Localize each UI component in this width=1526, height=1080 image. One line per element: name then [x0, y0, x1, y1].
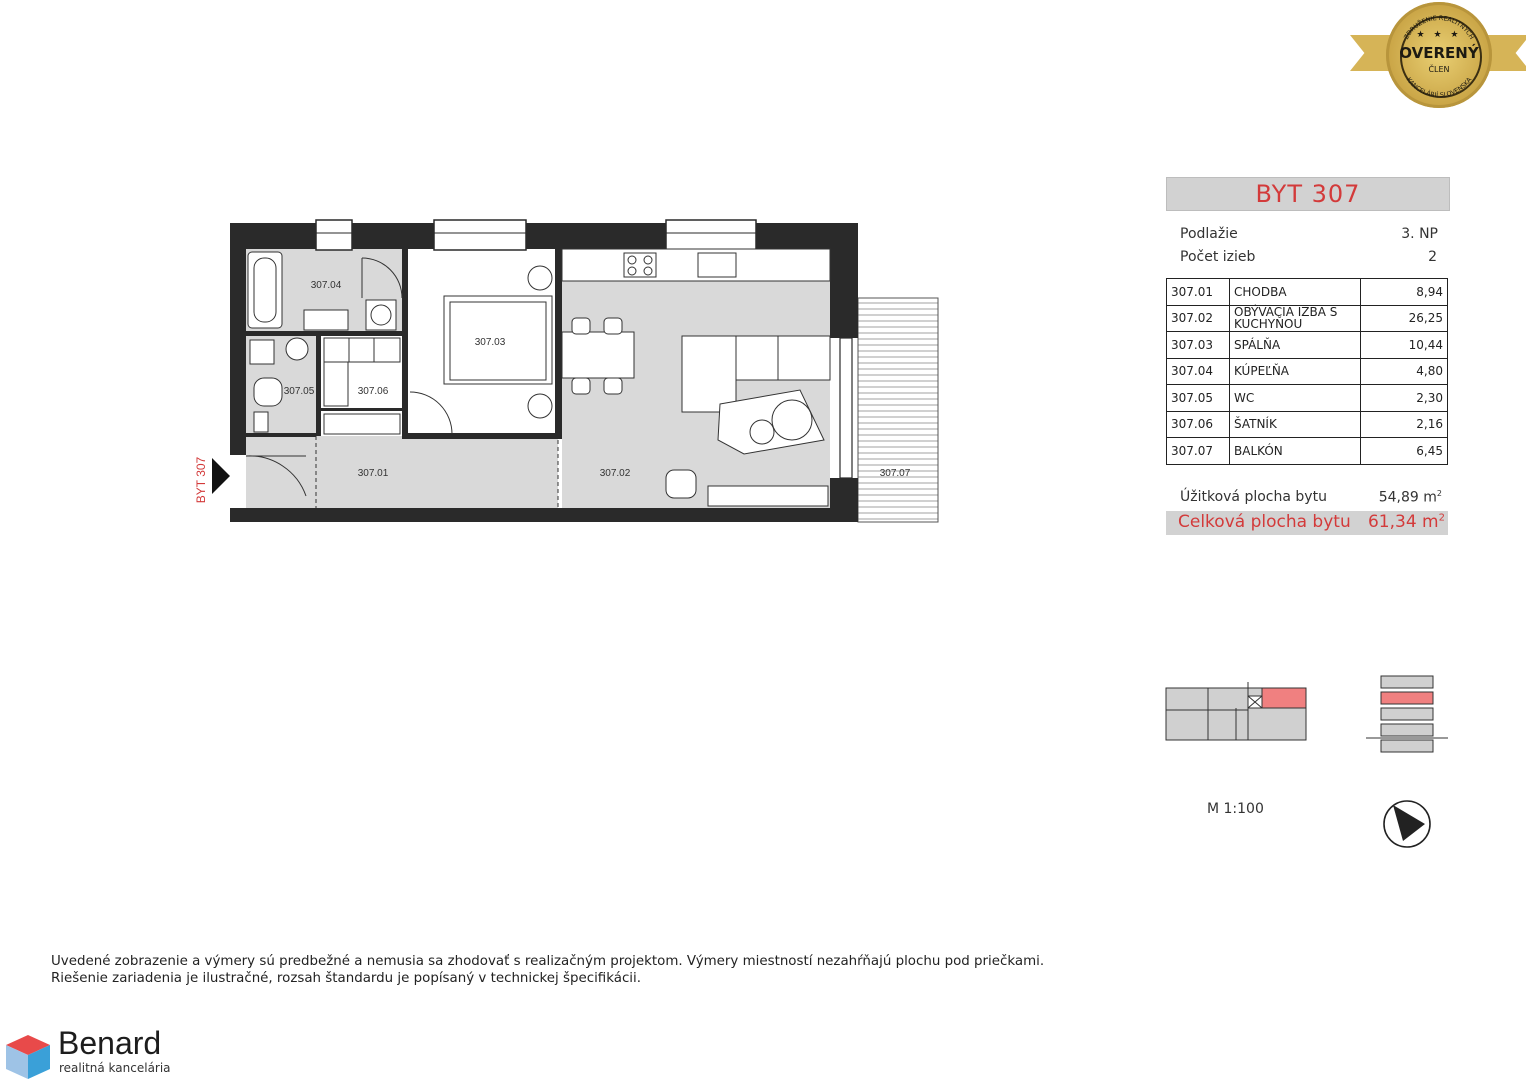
room-row [1167, 358, 1448, 385]
room-area: 2,30 [1361, 385, 1448, 412]
room-row [1167, 305, 1448, 332]
wall-wardrobe-bottom [320, 408, 404, 411]
floor-stack-1 [1381, 740, 1433, 752]
wall-wc-right [316, 336, 321, 436]
rooms-table [1166, 278, 1448, 465]
wall-bath-bottom [246, 331, 404, 336]
outer-wall-right [830, 223, 858, 338]
room-row [1167, 332, 1448, 359]
wall-bed-bottom [402, 433, 562, 439]
room-area: 26,25 [1361, 305, 1448, 332]
room-row [1167, 385, 1448, 412]
window-2 [434, 220, 526, 250]
floor-stack-2 [1381, 724, 1433, 736]
room-name: ŠATNÍK [1230, 411, 1361, 438]
company-logo [0, 1025, 200, 1080]
floor-label: Podlažie [1180, 226, 1238, 242]
room-name: SPÁLŇA [1230, 332, 1361, 359]
shoe-rack [324, 414, 400, 434]
wardrobe-rack [324, 362, 348, 406]
room-name: WC [1230, 385, 1361, 412]
floor-plan [180, 210, 950, 530]
wc-sink [286, 338, 308, 360]
disclaimer [51, 953, 1044, 987]
wall-wc-bottom [246, 433, 316, 437]
label-307-07: 307.07 [879, 468, 911, 479]
label-307-05: 307.05 [283, 386, 315, 397]
wall-bed-right [555, 249, 562, 439]
floor-value: 3. NP [1401, 226, 1438, 242]
hallway-floor [246, 436, 558, 508]
room-id: 307.06 [1167, 411, 1230, 438]
shower-corner [250, 340, 274, 364]
rooms-count-label: Počet izieb [1180, 249, 1256, 265]
room-id: 307.07 [1167, 438, 1230, 465]
room-id: 307.01 [1167, 279, 1230, 306]
balcony-area [858, 298, 938, 522]
logo-tagline: realitná kancelária [59, 1061, 171, 1075]
sink [698, 253, 736, 277]
nightstand-lamp-1 [528, 266, 552, 290]
usable-area-label: Úžitková plocha bytu [1180, 489, 1327, 505]
room-name: BALKÓN [1230, 438, 1361, 465]
toilet [254, 378, 282, 406]
room-row [1167, 411, 1448, 438]
tv-console [708, 486, 828, 506]
label-307-01: 307.01 [357, 468, 389, 479]
svg-text:ZDRUŽENIE REALITNÝCH: ZDRUŽENIE REALITNÝCH [1403, 14, 1475, 41]
floor-stack-4-highlight [1381, 692, 1433, 704]
badge-seal [1386, 2, 1492, 108]
outer-wall-right-low [830, 478, 858, 522]
balcony-door [840, 338, 852, 478]
nightstand-lamp-2 [528, 394, 552, 418]
window-1 [316, 220, 352, 250]
room-id: 307.02 [1167, 305, 1230, 332]
keyplan-highlighted-unit [1262, 688, 1306, 708]
room-id: 307.04 [1167, 358, 1230, 385]
badge-title: OVERENÝ [1399, 44, 1479, 62]
unit-title: BYT 307 [1166, 177, 1450, 211]
wall-bed-left [402, 249, 408, 435]
logo-cube-icon [2, 1025, 54, 1080]
room-name: CHODBA [1230, 279, 1361, 306]
entrance-arrow-icon [212, 458, 230, 494]
room-name: OBÝVACIA IZBA S KUCHYŇOU [1230, 305, 1361, 332]
badge-stars: ★ ★ ★ [1416, 30, 1462, 40]
total-area-value: 61,34 $m^2$ [1367, 512, 1445, 532]
washbasin [304, 310, 348, 330]
outer-wall-left [230, 223, 246, 455]
entrance-label: BYT 307 [194, 456, 208, 504]
rooms-count-value: 2 [1428, 249, 1437, 265]
room-id: 307.05 [1167, 385, 1230, 412]
dining-table [562, 332, 634, 378]
floor-stack-5 [1381, 676, 1433, 688]
room-row [1167, 438, 1448, 465]
room-area: 10,44 [1361, 332, 1448, 359]
window-3 [666, 220, 756, 250]
verified-member-badge [1350, 0, 1526, 118]
outer-wall-bottom [230, 508, 832, 522]
total-area-label: Celková plocha bytu [1178, 512, 1351, 532]
usable-area-row [1166, 487, 1448, 509]
scale-label: M 1:100 [1207, 801, 1264, 817]
logo-name: Benard [58, 1025, 162, 1061]
room-area: 4,80 [1361, 358, 1448, 385]
room-area: 6,45 [1361, 438, 1448, 465]
wardrobe-shelves [324, 338, 400, 362]
label-307-06: 307.06 [357, 386, 389, 397]
north-arrow-icon [1380, 797, 1436, 853]
room-id: 307.03 [1167, 332, 1230, 359]
room-row [1167, 279, 1448, 306]
label-307-02: 307.02 [599, 468, 631, 479]
coffee-table [772, 400, 812, 440]
disclaimer-line-1: Uvedené zobrazenie a výmery sú predbežné a nemusia sa zhodovať s realizačným projektom. Výmery miestností nezahŕňajú plochu pod priečkami. [51, 954, 1045, 969]
disclaimer-line-2: Riešenie zariadenia je ilustračné, rozsah štandardu je popísaný v technickej špecifikácii. [51, 971, 642, 986]
key-plan [1160, 670, 1460, 760]
total-area-row [1166, 511, 1448, 535]
badge-subtitle: ČLEN [1428, 65, 1450, 74]
armchair [666, 470, 696, 498]
label-307-04: 307.04 [310, 280, 342, 291]
room-area: 8,94 [1361, 279, 1448, 306]
room-name: KÚPEĽŇA [1230, 358, 1361, 385]
kitchen-counter [562, 249, 830, 281]
usable-area-value: 54,89 $m^2$ [1378, 489, 1442, 506]
label-307-03: 307.03 [474, 337, 506, 348]
floor-stack-3 [1381, 708, 1433, 720]
room-area: 2,16 [1361, 411, 1448, 438]
svg-text:KANCELÁRIÍ SLOVENSKA: KANCELÁRIÍ SLOVENSKA [1404, 76, 1474, 100]
